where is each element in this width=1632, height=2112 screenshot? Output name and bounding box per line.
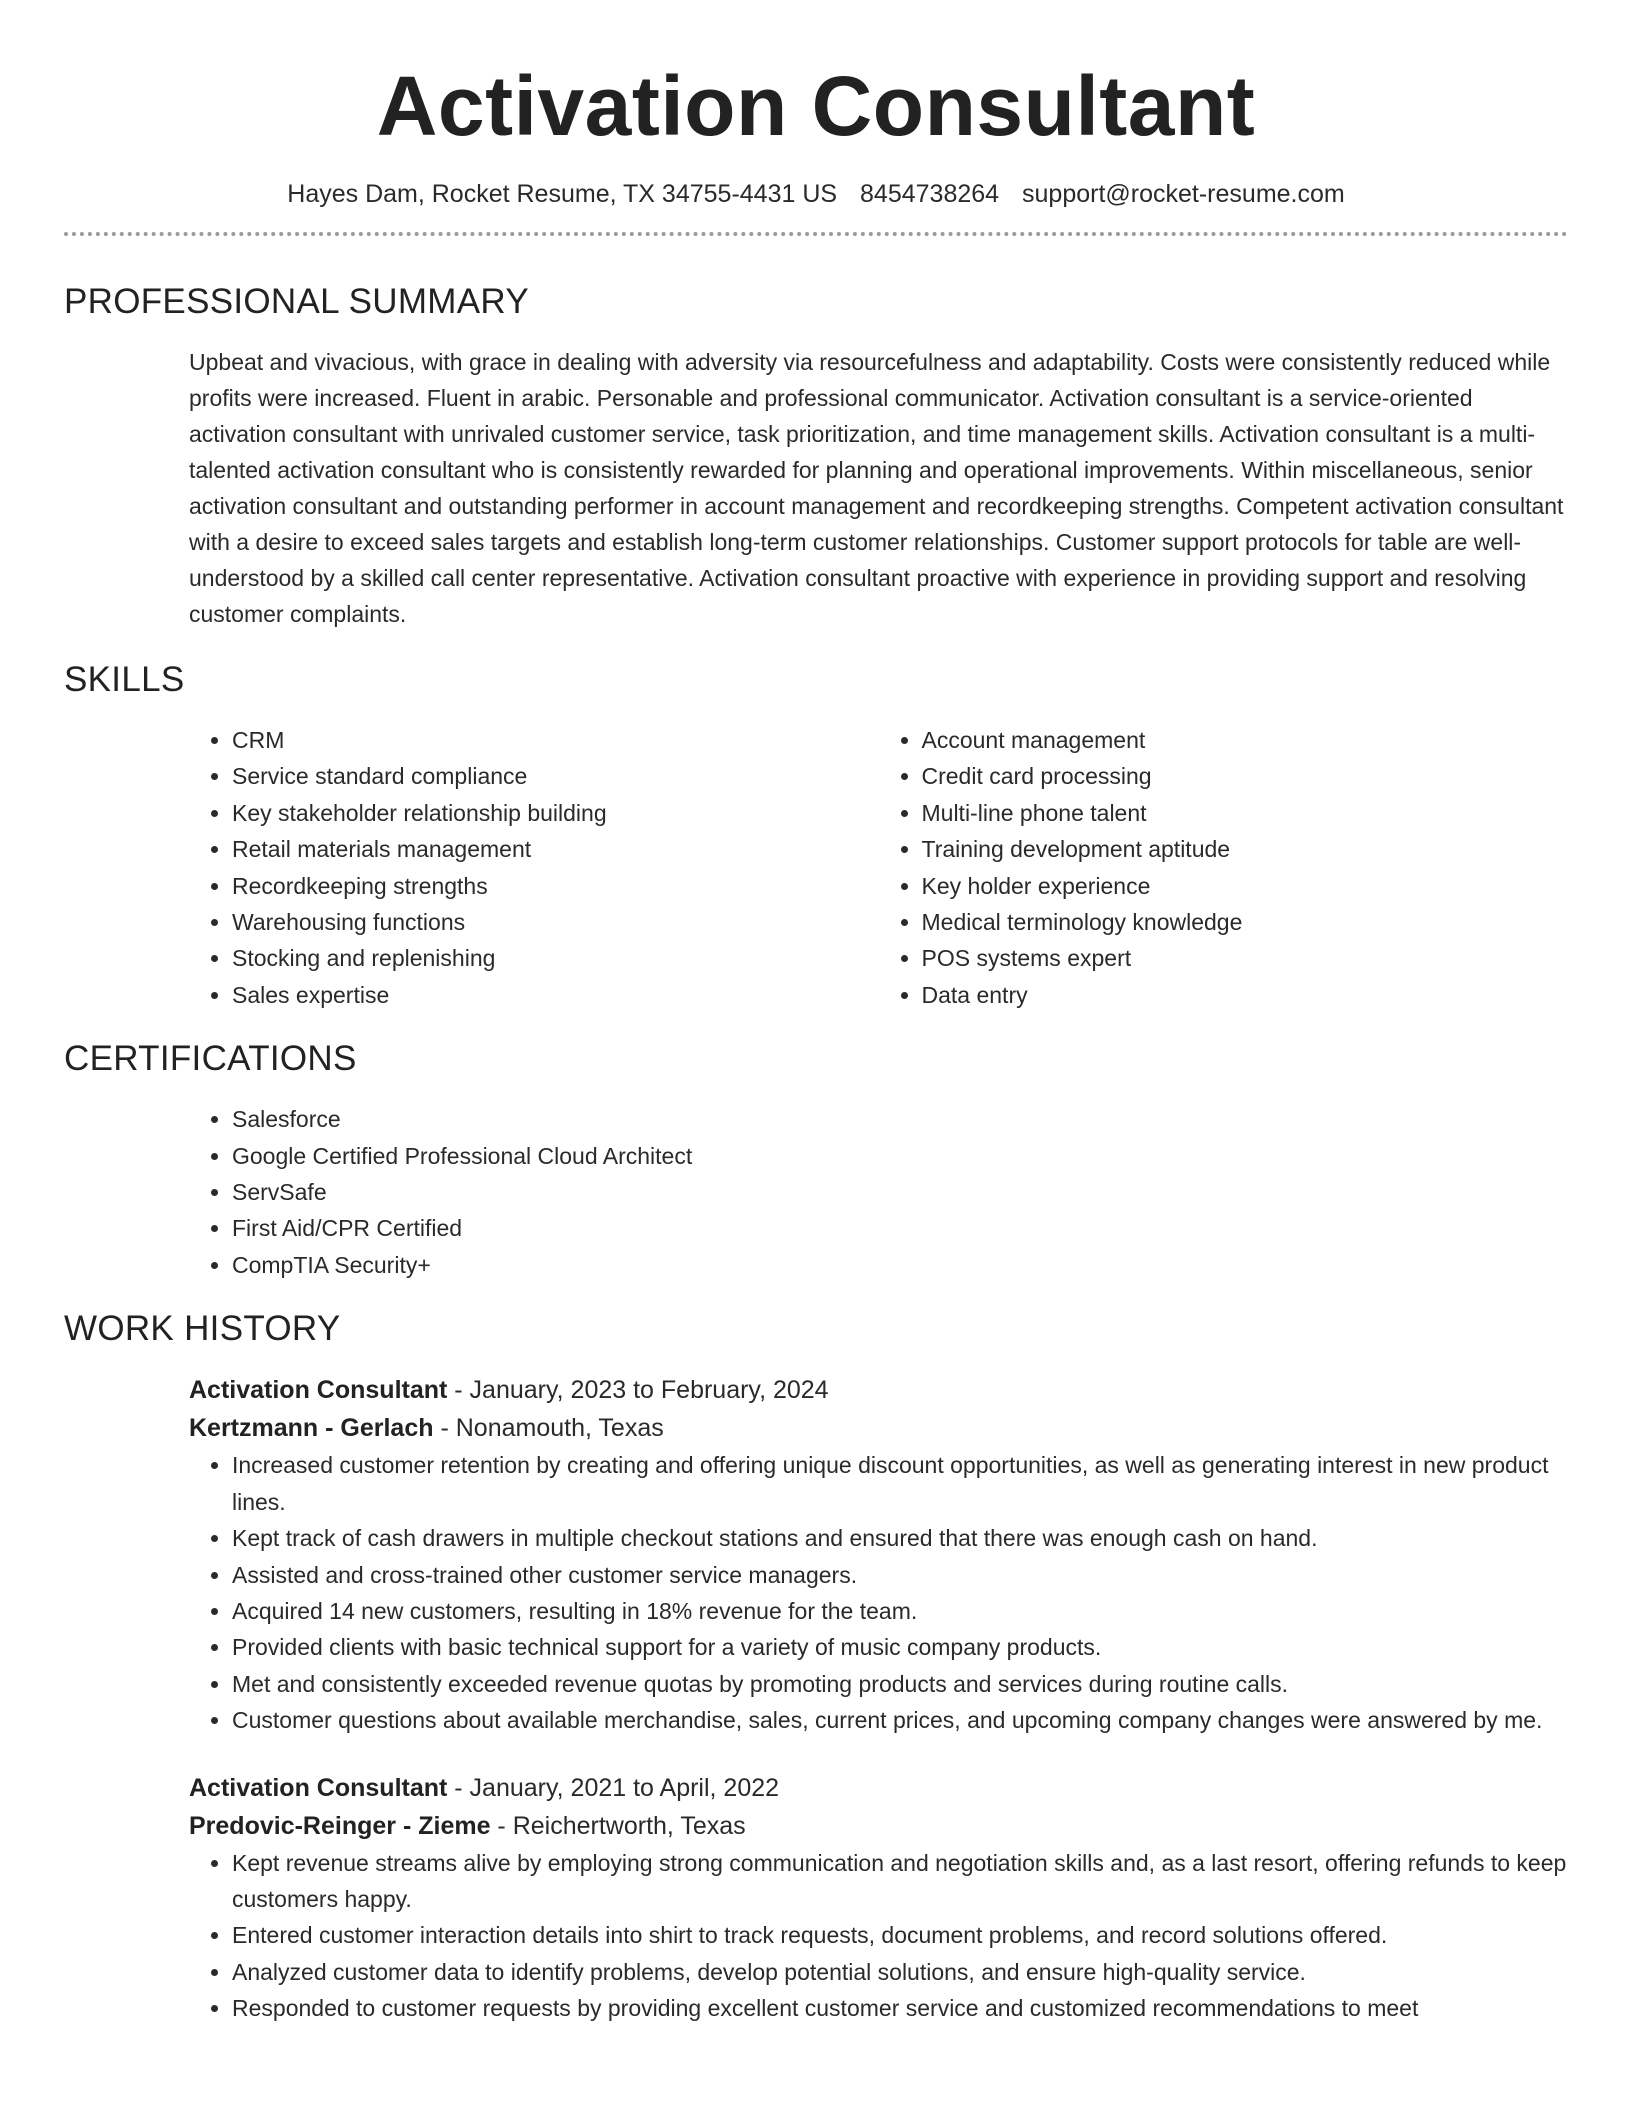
skill-item: • Data entry xyxy=(922,977,1569,1013)
job-bullet: • Assisted and cross-trained other customer service managers. xyxy=(232,1557,1568,1593)
job-bullet: • Analyzed customer data to identify problems, develop potential solutions, and ensure high-quality service. xyxy=(232,1954,1568,1990)
job-bullet: • Customer questions about available merchandise, sales, current prices, and upcoming company changes were answered by me. xyxy=(232,1702,1568,1738)
job-dates: - January, 2021 to April, 2022 xyxy=(447,1773,780,1802)
header-divider xyxy=(64,232,1568,236)
skills-list-left xyxy=(189,722,879,1013)
job-bullet: • Increased customer retention by creating and offering unique discount opportunities, as well as generating interest in new product lines. xyxy=(232,1447,1568,1520)
skills-list-right xyxy=(879,722,1569,1013)
job-bullet: • Entered customer interaction details into shirt to track requests, document problems, and record solutions offered. xyxy=(232,1917,1568,1953)
skill-item: • Multi-line phone talent xyxy=(922,795,1569,831)
job-bullets xyxy=(189,1845,1568,2027)
job-bullet: • Responded to customer requests by providing excellent customer service and customized recommendations to meet xyxy=(232,1990,1568,2026)
job-bullet: • Provided clients with basic technical support for a variety of music company products. xyxy=(232,1629,1568,1665)
contact-email: support@rocket-resume.com xyxy=(1022,180,1345,208)
skill-item: • Credit card processing xyxy=(922,758,1569,794)
job-bullet: • Kept track of cash drawers in multiple checkout stations and ensured that there was enough cash on hand. xyxy=(232,1520,1568,1556)
resume-page xyxy=(64,0,1568,2027)
job-dates: - January, 2023 to February, 2024 xyxy=(447,1376,829,1405)
certification-item: • Google Certified Professional Cloud Architect xyxy=(232,1138,1568,1174)
job-role: Activation Consultant xyxy=(189,1376,448,1405)
skills-columns xyxy=(189,722,1568,1013)
job-company-line xyxy=(189,1409,1568,1447)
resume-name: Activation Consultant xyxy=(376,59,1256,153)
skill-item: • POS systems expert xyxy=(922,940,1569,976)
job-company: Predovic-Reinger - Zieme xyxy=(189,1811,491,1840)
job-bullets xyxy=(189,1447,1568,1738)
skill-item: • Key stakeholder relationship building xyxy=(232,795,879,831)
job-location: - Nonamouth, Texas xyxy=(433,1414,664,1443)
skill-item: • Service standard compliance xyxy=(232,758,879,794)
summary-text: Upbeat and vivacious, with grace in dealing with adversity via resourcefulness and adaptability. Costs were consistently reduced while profits were increased. Fluent in arabic. Personable and professional communicator. Activation consultant is a service-oriented activation consultant with unrivaled customer service, task prioritization, and time management skills. Activation consultant is a multi-talented activation consultant who is consistently rewarded for planning and operational improvements. Within miscellaneous, senior activation consultant and outstanding performer in account management and recordkeeping strengths. Competent activation consultant with a desire to exceed sales targets and establish long-term customer relationships. Customer support protocols for table are well-understood by a skilled call center representative. Activation consultant proactive with experience in providing support and resolving customer complaints. xyxy=(189,349,1564,627)
section-title-summary: PROFESSIONAL SUMMARY xyxy=(64,282,529,321)
section-title-skills: SKILLS xyxy=(64,660,185,699)
certification-item: • ServSafe xyxy=(232,1174,1568,1210)
job-company-line xyxy=(189,1807,1568,1845)
job-location: - Reichertworth, Texas xyxy=(490,1811,746,1840)
skill-item: • Key holder experience xyxy=(922,868,1569,904)
contact-line xyxy=(64,178,1568,210)
job-bullet: • Met and consistently exceeded revenue quotas by promoting products and services during routine calls. xyxy=(232,1666,1568,1702)
skill-item: • Stocking and replenishing xyxy=(232,940,879,976)
section-title-work-history: WORK HISTORY xyxy=(64,1309,341,1349)
job-company: Kertzmann - Gerlach xyxy=(189,1414,434,1443)
certifications-list xyxy=(189,1101,1568,1283)
job-entry xyxy=(189,1769,1568,2027)
skill-item: • CRM xyxy=(232,722,879,758)
certification-item: • Salesforce xyxy=(232,1101,1568,1137)
certification-item: • CompTIA Security+ xyxy=(232,1247,1568,1283)
skill-item: • Retail materials management xyxy=(232,831,879,867)
skill-item: • Recordkeeping strengths xyxy=(232,868,879,904)
certifications-block xyxy=(189,1101,1568,1283)
skill-item: • Warehousing functions xyxy=(232,904,879,940)
skill-item: • Sales expertise xyxy=(232,977,879,1013)
job-title-line xyxy=(189,1769,1568,1807)
job-entry xyxy=(189,1371,1568,1738)
job-bullet: • Kept revenue streams alive by employing strong communication and negotiation skills and, as a last resort, offering refunds to keep customers happy. xyxy=(232,1845,1568,1918)
skill-item: • Account management xyxy=(922,722,1569,758)
contact-phone: 8454738264 xyxy=(860,180,1000,208)
job-role: Activation Consultant xyxy=(189,1773,448,1802)
job-bullet: • Acquired 14 new customers, resulting in 18% revenue for the team. xyxy=(232,1593,1568,1629)
section-title-certifications: CERTIFICATIONS xyxy=(64,1039,357,1079)
skill-item: • Medical terminology knowledge xyxy=(922,904,1569,940)
job-title-line xyxy=(189,1371,1568,1409)
contact-address: Hayes Dam, Rocket Resume, TX 34755-4431 US xyxy=(287,180,838,208)
certification-item: • First Aid/CPR Certified xyxy=(232,1210,1568,1246)
skill-item: • Training development aptitude xyxy=(922,831,1569,867)
